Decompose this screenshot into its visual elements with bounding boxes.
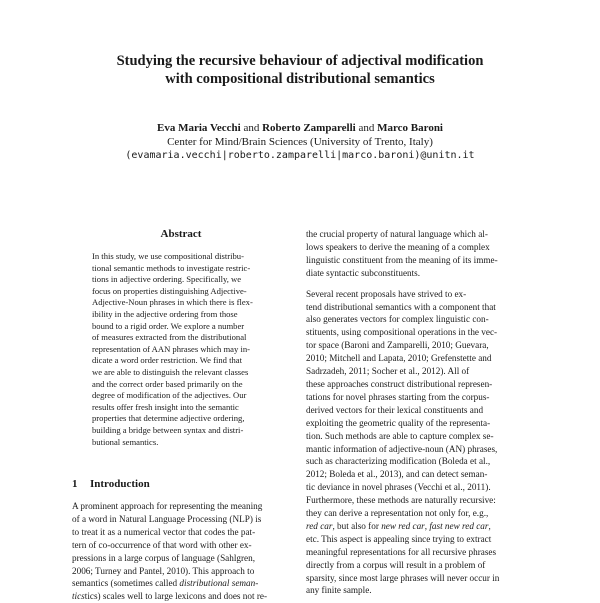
abstract-line: dicate a word order restriction. We find that bbox=[92, 355, 242, 366]
body-text: , bbox=[424, 520, 430, 531]
affiliation: Center for Mind/Brain Sciences (University of Trento, Italy) bbox=[167, 136, 433, 148]
body-text: , bbox=[488, 520, 491, 531]
body-line: lows speakers to derive the meaning of a complex bbox=[306, 241, 490, 252]
abstract-line: results offer fresh insight into the semantic bbox=[92, 401, 239, 412]
author-separator: and bbox=[243, 122, 260, 134]
abstract-line: focus on properties distinguishing Adjective- bbox=[92, 285, 247, 296]
abstract-line: tional semantic methods to investigate restric- bbox=[92, 262, 251, 273]
body-line: any finite sample. bbox=[306, 585, 372, 596]
body-line: these approaches construct distributional represen- bbox=[306, 378, 493, 389]
body-line: 2010; Mitchell and Lapata, 2010; Grefenstette and bbox=[306, 353, 492, 364]
abstract-line: bound to a rigid order. We explore a number bbox=[92, 320, 245, 331]
body-text: semantics (sometimes called bbox=[72, 578, 180, 589]
body-line-mixed bbox=[72, 590, 294, 603]
abstract-line: ibility in the adjective ordering from those bbox=[92, 308, 238, 319]
author-2: Roberto Zamparelli bbox=[262, 122, 356, 134]
body-line: Several recent proposals have strived to ex- bbox=[306, 288, 467, 299]
body-line: tor space (Baroni and Zamparelli, 2010; Guevara, bbox=[306, 340, 489, 351]
body-line: 2006; Turney and Pantel, 2010). This approach to bbox=[72, 565, 255, 576]
body-line: mantic information of adjective-noun (AN) phrases, bbox=[306, 443, 498, 454]
body-line: the crucial property of natural language which al- bbox=[306, 229, 488, 239]
title-line-1: Studying the recursive behaviour of adjectival modification bbox=[116, 53, 484, 69]
body-line: they can derive a representation not only for, e.g., bbox=[306, 508, 489, 519]
body-line: etc. This aspect is appealing since trying to extract bbox=[306, 533, 492, 544]
body-line: tend distributional semantics with a component that bbox=[306, 301, 496, 312]
body-line: to treat it as a numerical vector that codes the pat- bbox=[72, 526, 256, 537]
abstract-line: and the correct order based primarily on the bbox=[92, 378, 243, 389]
body-line: sparsity, since most large phrases will never occur in bbox=[306, 572, 500, 583]
body-italic: distributional seman- bbox=[179, 578, 259, 589]
abstract-heading: Abstract bbox=[160, 228, 202, 240]
abstract-line: building a bridge between syntax and distri- bbox=[92, 424, 244, 435]
body-line: tic deviance in novel phrases (Vecchi et al., 2011). bbox=[306, 482, 491, 493]
abstract-line: In this study, we use compositional distribu- bbox=[92, 251, 244, 261]
body-line: of a word in Natural Language Processing (NLP) is bbox=[72, 513, 262, 524]
body-line: Sadrzadeh, 2011; Socher et al., 2012). All of bbox=[306, 366, 470, 377]
abstract-line: degree of modification of the adjectives. Our bbox=[92, 390, 247, 401]
body-italic: red car bbox=[306, 520, 333, 531]
body-line: Furthermore, these methods are naturally recursive: bbox=[306, 495, 496, 506]
abstract-line: we are able to distinguish the relevant classes bbox=[92, 366, 249, 377]
section-number: 1 bbox=[72, 478, 78, 490]
body-line: diate syntactic subconstituents. bbox=[306, 267, 421, 278]
body-text: tics) scales well to large lexicons and does not re- bbox=[84, 591, 268, 602]
body-text: , but also for bbox=[332, 520, 382, 531]
body-line: tion. Such methods are able to capture complex se- bbox=[306, 430, 494, 441]
body-line: derived vectors for their lexical constituents and bbox=[306, 404, 484, 415]
right-column bbox=[306, 228, 530, 597]
section-title: Introduction bbox=[90, 478, 150, 490]
author-separator: and bbox=[358, 122, 375, 134]
author-3: Marco Baroni bbox=[377, 122, 443, 134]
body-line: tern of co-occurrence of that word with other ex- bbox=[72, 539, 252, 550]
body-line: pressions in a large corpus of language (Sahlgren, bbox=[72, 552, 256, 563]
abstract-line: of measures extracted from the distributional bbox=[92, 332, 247, 343]
abstract-line: tions in adjective ordering. Specifically, we bbox=[92, 274, 242, 285]
abstract-body bbox=[92, 251, 274, 448]
body-line: linguistic constituent from the meaning of its imme- bbox=[306, 254, 498, 265]
author-email: (evamaria.vecchi|roberto.zamparelli|marco.baroni)@unitn.it bbox=[125, 150, 475, 161]
body-line: stituents, using compositional operations in the vec- bbox=[306, 327, 498, 338]
author-1: Eva Maria Vecchi bbox=[157, 122, 241, 134]
body-line-mixed bbox=[306, 520, 530, 533]
body-italic: tics bbox=[72, 591, 85, 602]
body-line: directly from a corpus will result in a problem of bbox=[306, 559, 486, 570]
author-list bbox=[40, 121, 560, 135]
title-line-2: with compositional distributional semantics bbox=[165, 71, 435, 87]
body-line: meaningful representations for all recursive phrases bbox=[306, 546, 497, 557]
paper-title bbox=[60, 52, 540, 88]
body-line: A prominent approach for representing the meaning bbox=[72, 501, 263, 511]
body-line: also generates vectors for complex linguistic con- bbox=[306, 314, 489, 325]
introduction-body bbox=[72, 500, 294, 603]
body-line: tations for novel phrases starting from the corpus- bbox=[306, 391, 490, 402]
abstract-line: properties that determine adjective ordering, bbox=[92, 413, 245, 424]
body-line: exploiting the geometric quality of the representa- bbox=[306, 417, 491, 428]
abstract-line: Adjective-Noun phrases in which there is flex- bbox=[92, 297, 253, 308]
abstract-line: representation of AAN phrases which may in- bbox=[92, 343, 250, 354]
abstract-line: butional semantics. bbox=[92, 436, 159, 447]
body-line: such as characterizing modification (Boleda et al., bbox=[306, 456, 491, 467]
section-heading-introduction bbox=[72, 478, 150, 490]
body-italic: new red car bbox=[381, 520, 425, 531]
body-line: 2012; Boleda et al., 2013), and can detect seman- bbox=[306, 469, 488, 480]
body-italic: fast new red car bbox=[429, 520, 489, 531]
body-line-mixed bbox=[72, 577, 294, 590]
